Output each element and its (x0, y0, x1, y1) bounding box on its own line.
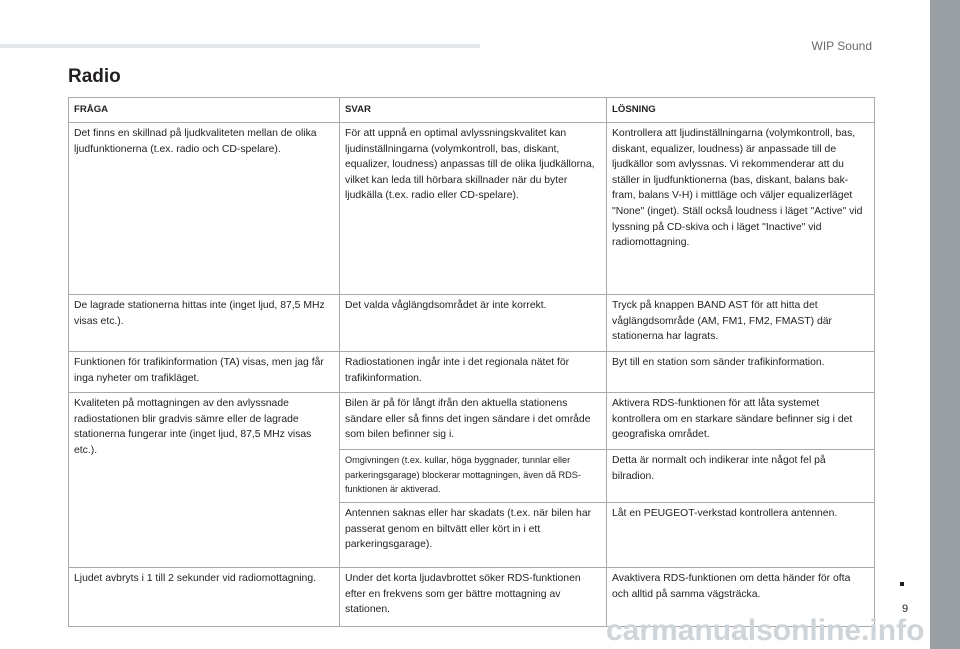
column-header-question: FRÅGA (69, 98, 340, 123)
question-cell: Ljudet avbryts i 1 till 2 sekunder vid radiomottagning. (69, 568, 340, 627)
section-label: WIP Sound (811, 39, 872, 53)
question-cell: Funktionen för trafikinformation (TA) visas, men jag får inga nyheter om trafikläget. (69, 352, 340, 393)
question-cell: De lagrade stationerna hittas inte (inget ljud, 87,5 MHz visas etc.). (69, 295, 340, 352)
watermark: carmanualsonline.info (606, 614, 925, 647)
solution-cell: Tryck på knappen BAND AST för att hitta det våglängdsområde (AM, FM1, FM2, FMAST) där stationerna har lagrats. (607, 295, 875, 352)
page-marker (900, 582, 904, 586)
answer-cell: Antennen saknas eller har skadats (t.ex. när bilen har passerat genom en biltvätt eller kört in i ett parkeringsgarage). (340, 503, 607, 568)
side-tab-band (930, 0, 960, 649)
answer-cell: För att uppnå en optimal avlyssningskvalitet kan ljudinställningarna (volymkontroll, bas, diskant, equalizer, loudness) anpassas till de olika ljudkällorna, vilket kan leda till hörbara skillnader när du byter ljudkälla (t.ex. radio eller CD-spelare). (340, 123, 607, 295)
table-row (69, 352, 875, 393)
answer-cell: Radiostationen ingår inte i det regionala nätet för trafikinformation. (340, 352, 607, 393)
table-row (69, 295, 875, 352)
header-rule (0, 44, 480, 48)
answer-cell: Bilen är på för långt ifrån den aktuella stationens sändare eller så finns det ingen sändare i det område som bilen befinner sig i. (340, 393, 607, 450)
question-cell: Det finns en skillnad på ljudkvaliteten mellan de olika ljudfunktionerna (t.ex. radio och CD-spelare). (69, 123, 340, 295)
column-header-solution: LÖSNING (607, 98, 875, 123)
solution-cell: Byt till en station som sänder trafikinformation. (607, 352, 875, 393)
table-header-row (69, 98, 875, 123)
table-row (69, 123, 875, 295)
table-row (69, 393, 875, 450)
page-title: Radio (68, 66, 121, 87)
solution-cell: Avaktivera RDS-funktionen om detta händer för ofta och alltid på samma vägsträcka. (607, 568, 875, 627)
question-cell: Kvaliteten på mottagningen av den avlyssnade radiostationen blir gradvis sämre eller de lagrade stationerna fungerar inte (inget ljud, 87,5 MHz visas etc.). (69, 393, 340, 568)
solution-cell: Detta är normalt och indikerar inte något fel på bilradion. (607, 450, 875, 503)
solution-cell: Låt en PEUGEOT-verkstad kontrollera antennen. (607, 503, 875, 568)
answer-cell: Omgivningen (t.ex. kullar, höga byggnader, tunnlar eller parkeringsgarage) blockerar mottagningen, även då RDS-funktionen är aktiverad. (340, 450, 607, 503)
column-header-answer: SVAR (340, 98, 607, 123)
faq-table (68, 97, 875, 627)
solution-cell: Kontrollera att ljudinställningarna (volymkontroll, bas, diskant, equalizer, loudness) är anpassade till de ljudkällor som avlyssnas. Vi rekommenderar att du ställer in ljudfunktionerna (bas, diskant, balans bak-fram, balans V-H) i mittläge och väljer equalizerläget "None" (inget). Ställ också loudness i läget "Active" vid lyssning på CD-skiva och i läget "Inactive" vid radiomottagning. (607, 123, 875, 295)
answer-cell: Under det korta ljudavbrottet söker RDS-funktionen efter en frekvens som ger bättre mottagning av stationen. (340, 568, 607, 627)
answer-cell: Det valda våglängdsområdet är inte korrekt. (340, 295, 607, 352)
page-number: 9 (902, 603, 909, 615)
solution-cell: Aktivera RDS-funktionen för att låta systemet kontrollera om en starkare sändare befinner sig i det geografiska området. (607, 393, 875, 450)
